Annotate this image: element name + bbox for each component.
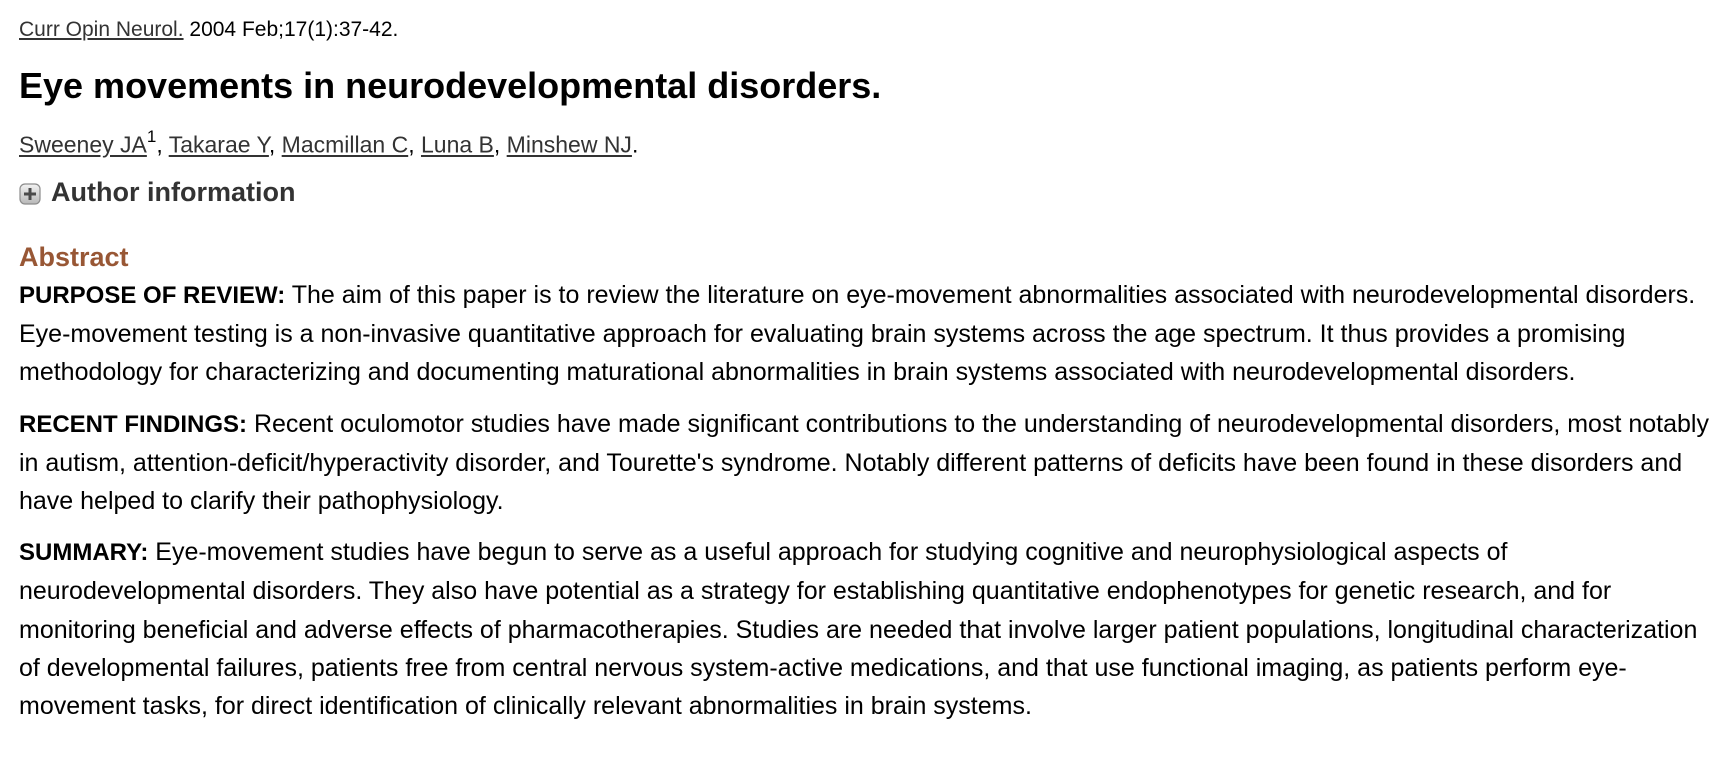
- author-link[interactable]: Sweeney JA: [19, 131, 147, 158]
- section-label: RECENT FINDINGS:: [19, 410, 247, 438]
- section-text: The aim of this paper is to review the literature on eye-movement abnormalities associated with neurodevelopmental disorders. Eye-movement testing is a non-invasive quantitative approach for evaluating brain systems across the age spectrum. It thus provides a promising methodology for characterizing and documenting maturational abnormalities in brain systems associated with neurodevelopmental disorders.: [19, 281, 1696, 387]
- section-text: Recent oculomotor studies have made significant contributions to the understanding of neurodevelopmental disorders, most notably in autism, attention-deficit/hyperactivity disorder, and Tourette's syndrome. Notably different patterns of deficits have been found in these disorders and have helped to clarify their pathophysiology.: [19, 409, 1709, 516]
- author-information-label[interactable]: Author information: [51, 177, 296, 207]
- abstract-section-purpose: [19, 276, 1721, 392]
- author-link[interactable]: Takarae Y: [168, 131, 269, 158]
- affiliation-mark: 1: [146, 127, 157, 146]
- section-label: PURPOSE OF REVIEW:: [19, 282, 286, 309]
- article-title: Eye movements in neurodevelopmental disorders.: [19, 65, 882, 106]
- journal-link[interactable]: Curr Opin Neurol.: [19, 18, 184, 41]
- abstract-body: [19, 276, 1721, 738]
- author-link[interactable]: Luna B: [420, 131, 494, 158]
- abstract-heading: Abstract: [19, 242, 129, 272]
- section-label: SUMMARY:: [19, 539, 149, 567]
- citation-details: 2004 Feb;17(1):37-42.: [183, 18, 399, 41]
- abstract-section-findings: [19, 405, 1721, 521]
- author-information-toggle[interactable]: [19, 175, 295, 209]
- author-list: Sweeney $JA^1$, Takarae Y, Macmillan C, Luna B, Minshew NJ.: [19, 127, 639, 158]
- author-link[interactable]: Macmillan C: [281, 131, 409, 158]
- plus-expand-icon[interactable]: [19, 183, 41, 205]
- section-text: Eye-movement studies have begun to serve as a useful approach for studying cognitive and neurophysiological aspects of neurodevelopmental disorders. They also have potential as a strategy for establishing quantitative endophenotypes for genetic research, and for monitoring beneficial and adverse effects of pharmacotherapies. Studies are needed that involve larger patient populations, longitudinal characterization of developmental failures, patients free from central nervous system-active medications, and that use functional imaging, as patients perform eye-movement tasks, for direct identification of clinically relevant abnormalities in brain systems.: [19, 538, 1698, 721]
- citation-line: [19, 17, 398, 43]
- author-link[interactable]: Minshew NJ: [506, 131, 632, 158]
- abstract-section-summary: [19, 533, 1721, 725]
